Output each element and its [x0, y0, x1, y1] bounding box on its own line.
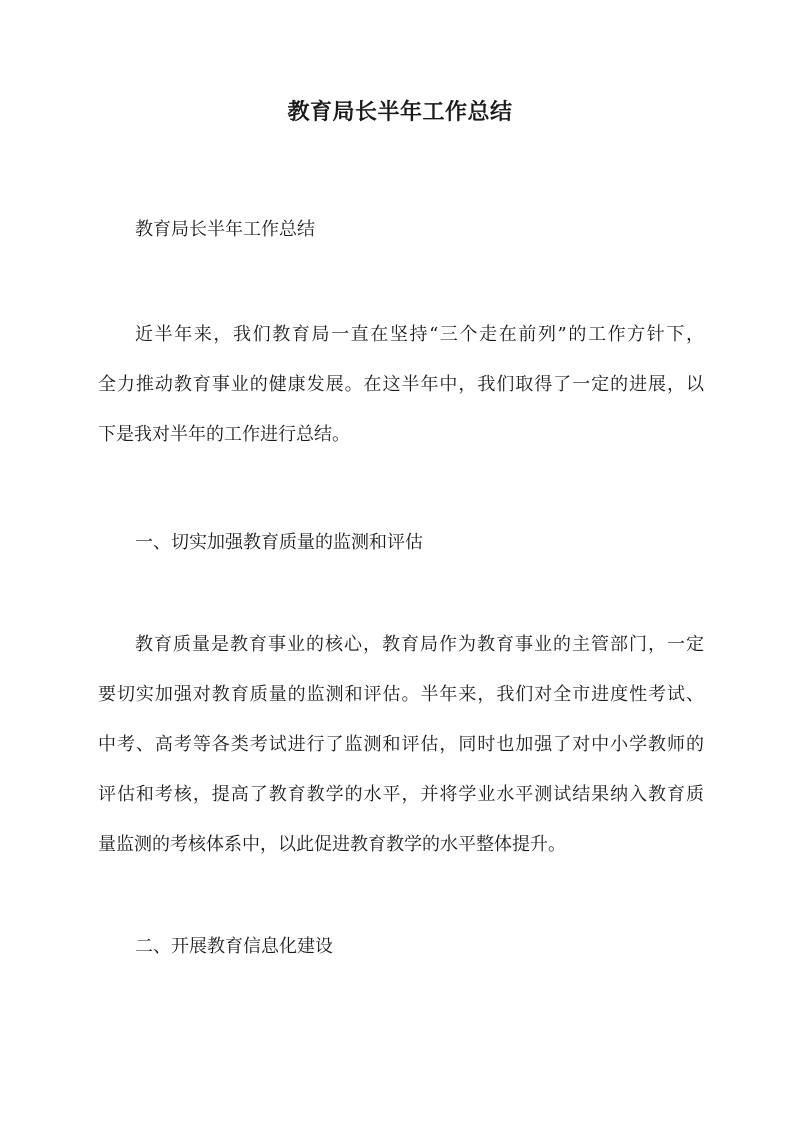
- section-1-line: 评估和考核，提高了教育教学的水平，并将学业水平测试结果纳入教育质: [98, 784, 704, 805]
- intro-line: 下是我对半年的工作进行总结。: [98, 424, 350, 445]
- document-title: 教育局长半年工作总结: [287, 99, 513, 125]
- section-1-line: 教育质量是教育事业的核心，教育局作为教育事业的主管部门，一定: [135, 634, 704, 655]
- intro-paragraph: [98, 322, 704, 472]
- section-2-heading: 二、开展教育信息化建设: [135, 936, 333, 957]
- section-1-line: 中考、高考等各类考试进行了监测和评估，同时也加强了对中小学教师的: [98, 734, 704, 755]
- intro-line: 近半年来，我们教育局一直在坚持“三个走在前列”的工作方针下，: [135, 324, 704, 345]
- section-1-heading: 一、切实加强教育质量的监测和评估: [135, 532, 423, 553]
- section-1-paragraph: [98, 632, 704, 882]
- intro-line: 全力推动教育事业的健康发展。在这半年中，我们取得了一定的进展，以: [98, 374, 704, 395]
- section-1-line: 要切实加强对教育质量的监测和评估。半年来，我们对全市进度性考试、: [98, 684, 704, 705]
- section-1-line: 量监测的考核体系中，以此促进教育教学的水平整体提升。: [98, 834, 566, 855]
- document-subtitle: 教育局长半年工作总结: [135, 219, 315, 240]
